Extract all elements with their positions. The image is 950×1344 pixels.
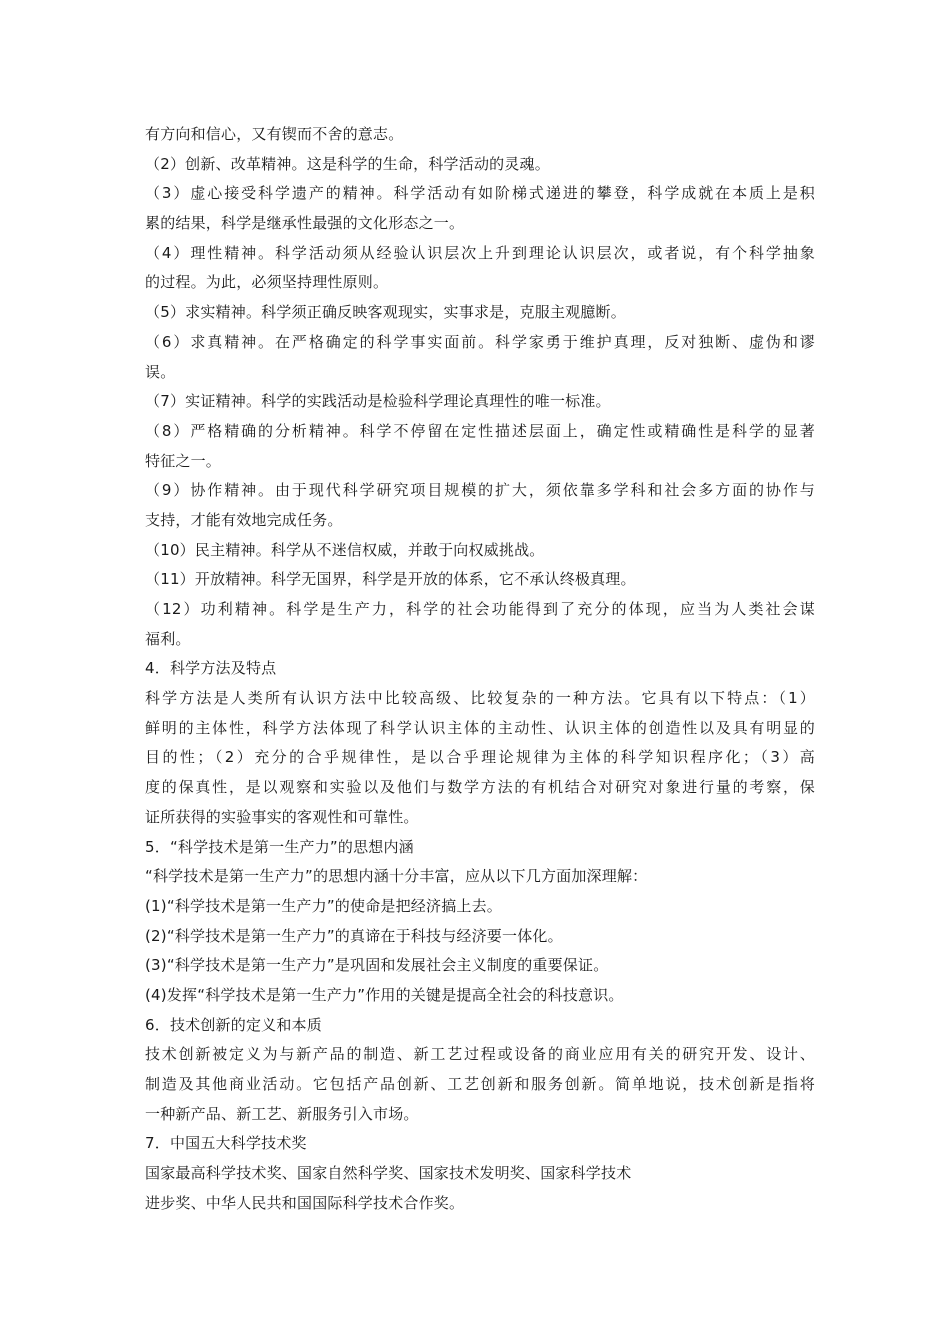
text-line: 鲜明的主体性，科学方法体现了科学认识主体的主动性、认识主体的创造性以及具有明显的 (145, 718, 815, 737)
text-line: (4)发挥“科学技术是第一生产力”作用的关键是提高全社会的科技意识。 (145, 985, 624, 1004)
text-line: 目的性；（2）充分的合乎规律性，是以合乎理论规律为主体的科学知识程序化；（3）高 (145, 748, 815, 767)
text-line: （6）求真精神。在严格确定的科学事实面前。科学家勇于维护真理，反对独断、虚伪和谬 (145, 332, 815, 351)
section-heading: 4．科学方法及特点 (145, 659, 277, 678)
text-line: （8）严格精确的分析精神。科学不停留在定性描述层面上，确定性或精确性是科学的显著 (145, 421, 815, 440)
text-line: （5）求实精神。科学须正确反映客观现实，实事求是，克服主观臆断。 (145, 303, 626, 322)
text-line: （3）虚心接受科学遗产的精神。科学活动有如阶梯式递进的攀登，科学成就在本质上是积 (145, 184, 815, 203)
text-line: （11）开放精神。科学无国界，科学是开放的体系，它不承认终极真理。 (145, 570, 636, 589)
text-line: 累的结果，科学是继承性最强的文化形态之一。 (145, 214, 465, 233)
text-line: 福利。 (145, 629, 191, 648)
text-line: (1)“科学技术是第一生产力”的使命是把经济搞上去。 (145, 896, 502, 915)
document-page (145, 120, 815, 1218)
text-line: 度的保真性，是以观察和实验以及他们与数学方法的有机结合对研究对象进行量的考察，保 (145, 778, 815, 797)
text-line: （7）实证精神。科学的实践活动是检验科学理论真理性的唯一标准。 (145, 392, 611, 411)
text-line: “科学技术是第一生产力”的思想内涵十分丰富，应从以下几方面加深理解： (145, 867, 648, 886)
section-heading: 7．中国五大科学技术奖 (145, 1134, 307, 1153)
text-line: (2)“科学技术是第一生产力”的真谛在于科技与经济要一体化。 (145, 926, 563, 945)
text-line: 科学方法是人类所有认识方法中比较高级、比较复杂的一种方法。它具有以下特点：（1） (145, 689, 815, 708)
text-line: 误。 (145, 362, 176, 381)
text-line: 国家最高科学技术奖、国家自然科学奖、国家技术发明奖、国家科学技术 (145, 1164, 632, 1183)
text-line: （4）理性精神。科学活动须从经验认识层次上升到理论认识层次，或者说，有个科学抽象 (145, 243, 815, 262)
text-line: （10）民主精神。科学从不迷信权威，并敢于向权威挑战。 (145, 540, 545, 559)
text-line: 特征之一。 (145, 451, 222, 470)
text-line: (3)“科学技术是第一生产力”是巩固和发展社会主义制度的重要保证。 (145, 956, 609, 975)
text-line: （12）功利精神。科学是生产力，科学的社会功能得到了充分的体现，应当为人类社会谋 (145, 600, 815, 618)
text-line: 进步奖、中华人民共和国国际科学技术合作奖。 (145, 1193, 465, 1212)
text-line: 制造及其他商业活动。它包括产品创新、工艺创新和服务创新。简单地说，技术创新是指将 (145, 1075, 815, 1093)
text-line: 技术创新被定义为与新产品的制造、新工艺过程或设备的商业应用有关的研究开发、设计、 (145, 1045, 815, 1064)
text-line: （2）创新、改革精神。这是科学的生命，科学活动的灵魂。 (145, 154, 550, 173)
section-heading: 5．“科学技术是第一生产力”的思想内涵 (145, 837, 414, 856)
text-line: （9）协作精神。由于现代科学研究项目规模的扩大，须依靠多学科和社会多方面的协作与 (145, 481, 815, 500)
text-line: 一种新产品、新工艺、新服务引入市场。 (145, 1104, 419, 1123)
text-line: 证所获得的实验事实的客观性和可靠性。 (145, 807, 419, 826)
text-line: 有方向和信心，又有锲而不舍的意志。 (145, 125, 404, 143)
text-line: 的过程。为此，必须坚持理性原则。 (145, 273, 389, 292)
text-line: 支持，才能有效地完成任务。 (145, 510, 343, 529)
section-heading: 6．技术创新的定义和本质 (145, 1015, 322, 1034)
